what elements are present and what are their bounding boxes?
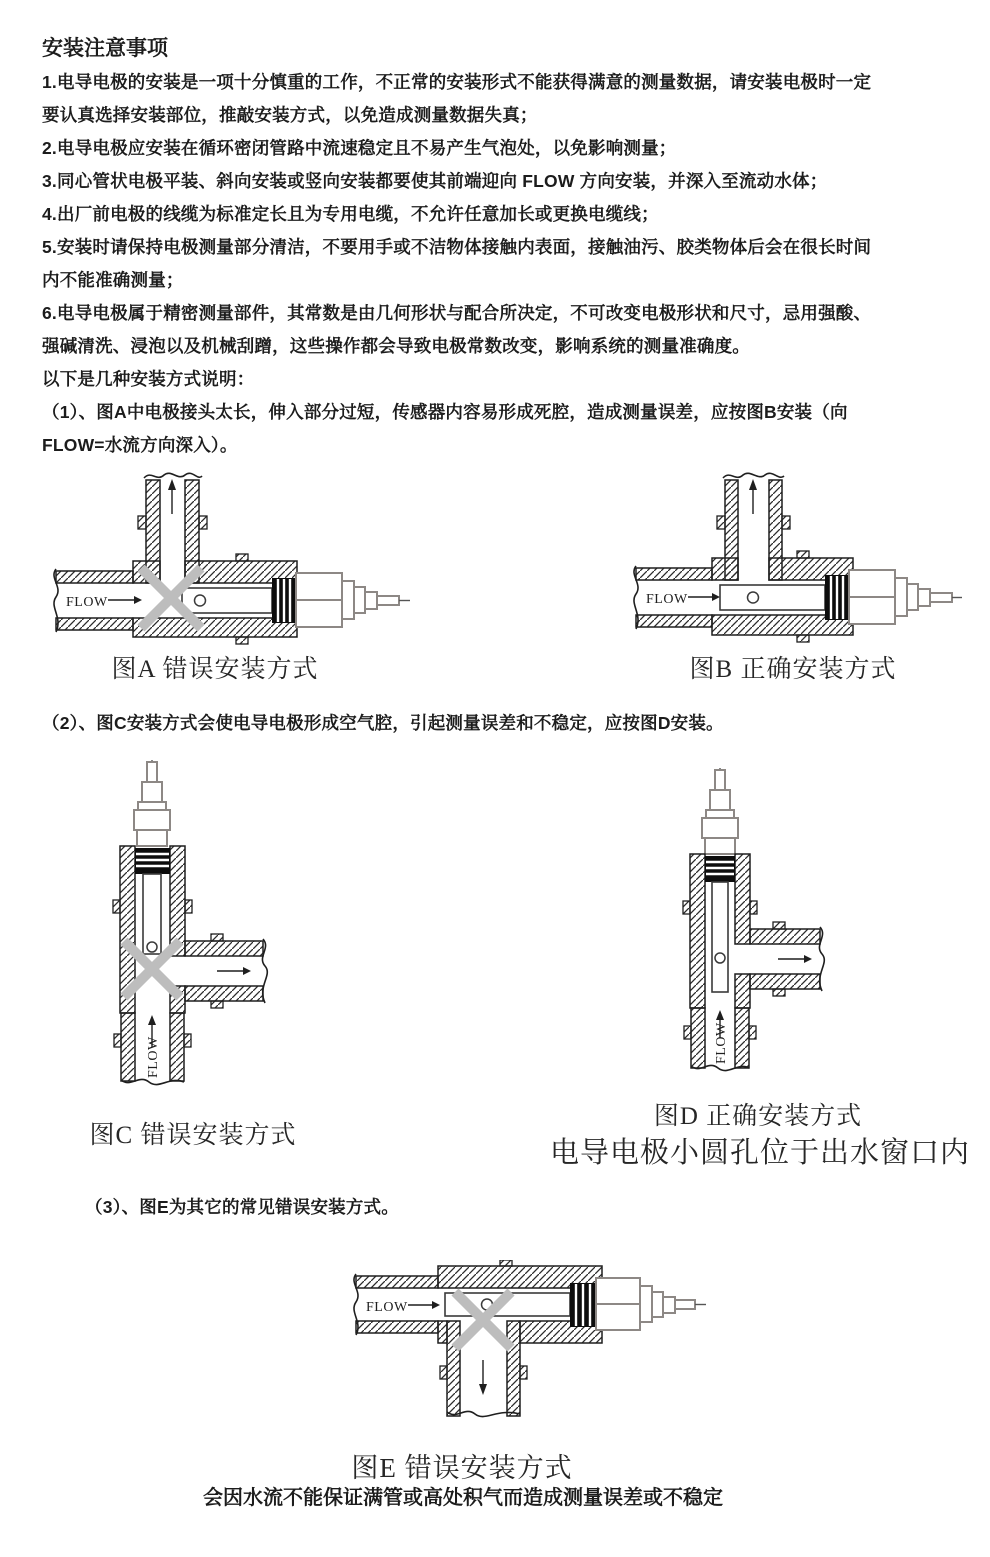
figure-a-wrong-install-diagram xyxy=(40,466,425,658)
inlet-pipe xyxy=(354,1274,440,1335)
electrode-hole xyxy=(195,595,206,606)
figure-b-caption: 图B 正确安装方式 xyxy=(689,656,897,683)
electrode xyxy=(712,882,728,992)
intro-line: 以下是几种安装方式说明： xyxy=(42,369,255,389)
outlet-pipe-right xyxy=(750,922,824,996)
inlet-pipe-bottom xyxy=(684,1008,756,1071)
electrode-hole xyxy=(715,953,725,963)
figure-a-caption: 图A 错误安装方式 xyxy=(111,656,319,683)
flow-label: FLOW xyxy=(146,1036,161,1078)
note-line: 强碱清洗、浸泡以及机械刮蹭，这些操作都会导致电极常数改变，影响系统的测量准确度。 xyxy=(42,336,750,356)
note-line: 2.电导电极应安装在循环密闭管路中流速稳定且不易产生气泡处，以免影响测量； xyxy=(42,138,677,158)
inlet-pipe xyxy=(54,569,142,632)
up-arrow-icon xyxy=(749,479,757,514)
figure-d-correct-install-diagram xyxy=(640,768,930,1083)
outlet-pipe-right xyxy=(185,934,267,1008)
figure-e-caption: 图E 错误安装方式 xyxy=(351,1453,573,1483)
note-line: 5.安装时请保持电极测量部分清洁，不要用手或不洁物体接触内表面，接触油污、胶类物体后会在很长时间 xyxy=(42,237,872,257)
inlet-pipe xyxy=(634,566,720,629)
electrode-connector xyxy=(849,570,962,624)
flow-label: FLOW xyxy=(714,1022,729,1064)
notes-block xyxy=(42,66,962,462)
down-arrow-icon xyxy=(479,1360,487,1395)
flow-arrow-icon xyxy=(408,1301,440,1309)
flow-arrow-icon xyxy=(688,593,720,601)
electrode-hole xyxy=(147,942,157,952)
flow-label: FLOW xyxy=(66,595,108,610)
up-arrow-icon xyxy=(168,479,176,514)
right-arrow-icon xyxy=(778,955,812,963)
branch-pipe-down xyxy=(440,1321,527,1417)
note-line: 3.同心管状电极平装、斜向安装或竖向安装都要使其前端迎向 FLOW 方向安装，并深入至流动水体； xyxy=(42,171,828,191)
item2-line: （2）、图C安装方式会使电导电极形成空气腔，引起测量误差和不稳定，应按图D安装。 xyxy=(42,713,724,733)
electrode-hole xyxy=(748,592,759,603)
electrode-connector xyxy=(134,760,170,846)
electrode-seal-stripes xyxy=(570,1283,596,1327)
figure-e-wrong-install-diagram xyxy=(350,1260,710,1450)
electrode-connector xyxy=(596,1278,706,1330)
electrode xyxy=(143,874,161,954)
electrode-seal-stripes xyxy=(272,578,296,623)
figure-c-caption: 图C 错误安装方式 xyxy=(89,1122,297,1149)
inlet-pipe-bottom xyxy=(114,1013,191,1085)
flow-arrow-icon xyxy=(108,596,142,604)
figure-d-subcaption: 电导电极小圆孔位于出水窗口内 xyxy=(549,1137,971,1169)
figure-b-correct-install-diagram xyxy=(612,466,962,658)
note-line: 内不能准确测量； xyxy=(42,270,184,290)
item3-line: （3）、图E为其它的常见错误安装方式。 xyxy=(85,1197,399,1217)
electrode-seal-stripes xyxy=(825,575,849,620)
figure-d-caption: 图D 正确安装方式 xyxy=(653,1103,863,1130)
figure-c-wrong-install-diagram xyxy=(85,760,310,1100)
note-line: 6.电导电极属于精密测量部件，其常数是由几何形状与配合所决定，不可改变电极形状和尺寸，忌用强酸、 xyxy=(42,303,872,323)
flow-label: FLOW xyxy=(366,1300,408,1315)
page-title: 安装注意事项 xyxy=(42,37,168,60)
electrode-seal-stripes xyxy=(705,856,735,882)
item1-line: （1）、图A中电极接头太长，伸入部分过短，传感器内容易形成死腔，造成测量误差，应按图B安装（向 xyxy=(42,402,848,422)
note-line: 4.出厂前电极的线缆为标准定长且为专用电缆，不允许任意加长或更换电缆线； xyxy=(42,204,659,224)
item1-line: FLOW=水流方向深入）。 xyxy=(42,435,238,455)
note-line: 要认真选择安装部位，推敲安装方式，以免造成测量数据失真； xyxy=(42,105,538,125)
note-line: 1.电导电极的安装是一项十分慎重的工作，不正常的安装形式不能获得满意的测量数据，请安装电极时一定 xyxy=(42,72,872,92)
right-arrow-icon xyxy=(217,967,251,975)
electrode-connector xyxy=(702,768,738,854)
flow-label: FLOW xyxy=(646,592,688,607)
figure-e-subcaption: 会因水流不能保证满管或高处积气而造成测量误差或不稳定 xyxy=(203,1487,723,1509)
electrode-seal-stripes xyxy=(135,848,170,874)
electrode-connector xyxy=(296,573,410,627)
